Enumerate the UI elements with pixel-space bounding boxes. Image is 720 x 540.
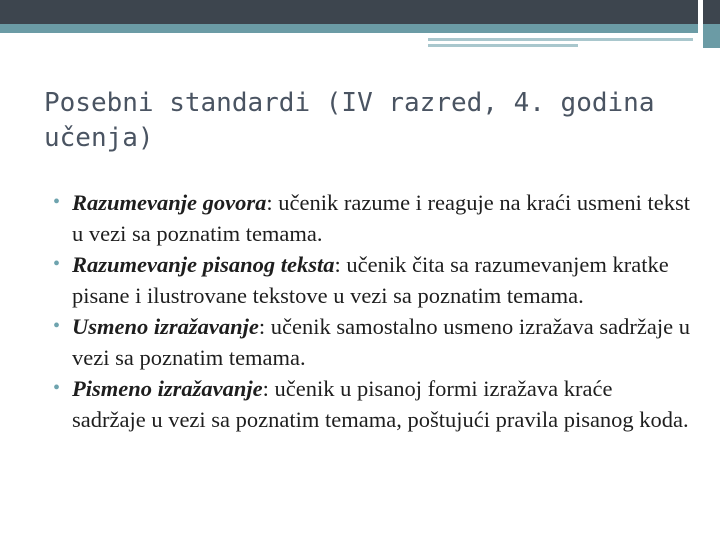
bullet-icon: •	[53, 191, 61, 213]
bullet-item	[51, 187, 691, 249]
bullet-item	[51, 373, 691, 435]
slide-title: Posebni standardi (IV razred, 4. godina učenja)	[44, 88, 655, 153]
bullet-icon: •	[53, 315, 61, 337]
bullet-term: Usmeno izražavanje	[72, 314, 259, 339]
bullet-item	[51, 249, 691, 311]
bullet-text: : učenik samostalno usmeno izražava sadržaje u vezi sa poznatim temama.	[72, 314, 690, 370]
bullet-text: : učenik čita sa razumevanjem kratke pisane i ilustrovane tekstove u vezi sa poznatim temama.	[72, 252, 669, 308]
bullet-icon: •	[53, 253, 61, 275]
bullet-icon: •	[53, 377, 61, 399]
bullet-term: Razumevanje pisanog teksta	[72, 252, 335, 277]
header-corner-block	[703, 0, 720, 24]
bullet-text: : učenik u pisanoj formi izražava kraće sadržaje u vezi sa poznatim temama, poštujući pravila pisanog koda.	[72, 376, 689, 432]
bullet-list	[51, 187, 691, 435]
header-bar	[0, 0, 698, 24]
decorative-line	[428, 38, 693, 41]
bullet-term: Pismeno izražavanje	[72, 376, 263, 401]
bullet-text: : učenik razume i reaguje na kraći usmeni tekst u vezi sa poznatim temama.	[72, 190, 690, 246]
bullet-term: Razumevanje govora	[72, 190, 267, 215]
decorative-line	[428, 44, 578, 47]
header-accent-bar	[0, 24, 698, 33]
header-corner-accent	[703, 24, 720, 48]
bullet-item	[51, 311, 691, 373]
